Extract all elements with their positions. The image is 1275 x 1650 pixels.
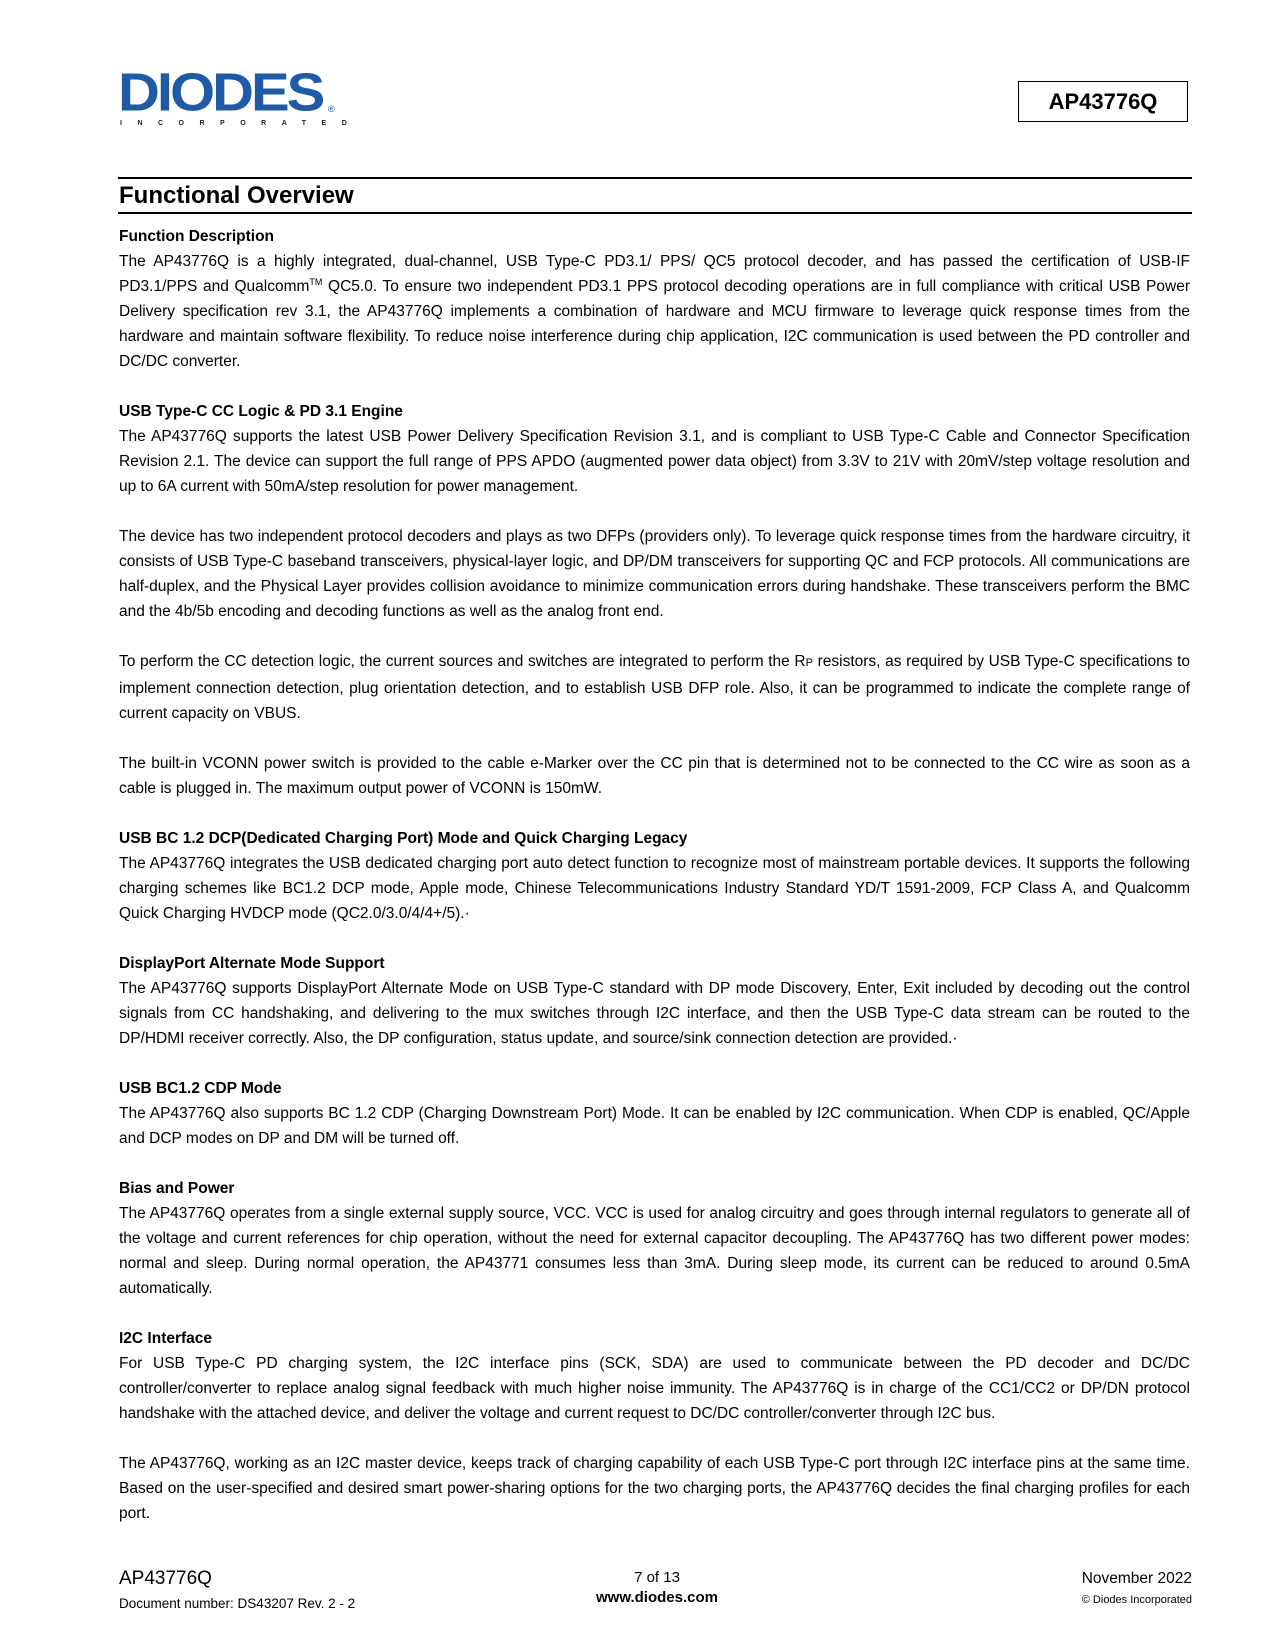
footer-date: November 2022 [1081, 1570, 1192, 1587]
part-number-box: AP43776Q [1018, 81, 1188, 122]
footer-right [1082, 1569, 1192, 1608]
paragraph-function-description: The AP43776Q is a highly integrated, dual-channel, USB Type-C PD3.1/ PPS/ QC5 protocol decoder, and has passed the certification of USB-IF PD3.1/PPS and Qualcomm™ QC5.0. To ensure two independent PD3.1 PPS protocol decoding operations are in full compliance with critical USB Power Delivery specification rev 3.1, the AP43776Q implements a combination of hardware and MCU firmware to leverage quick response times from the hardware and maintain software flexibility. To reduce noise interference during chip application, I2C communication is used between the PD controller and DC/DC converter. [119, 253, 1190, 370]
footer-center [537, 1569, 777, 1609]
logo-wordmark: DIODES [118, 62, 323, 123]
paragraph-i2c-2: The AP43776Q, working as an I2C master device, keeps track of charging capability of each USB Type-C port through I2C interface pins at the same time. Based on the user-specified and desired smart power-sharing options for the two charging ports, the AP43776Q decides the final charging profiles for each port. [119, 1455, 1190, 1522]
heading-cdp: USB BC1.2 CDP Mode [119, 1080, 282, 1097]
heading-cc-logic: USB Type-C CC Logic & PD 3.1 Engine [119, 403, 403, 420]
heading-function-description: Function Description [119, 228, 274, 245]
title-rule-bottom [118, 212, 1192, 214]
heading-bc12-dcp: USB BC 1.2 DCP(Dedicated Charging Port) Mode and Quick Charging Legacy [119, 830, 688, 847]
paragraph-displayport: The AP43776Q supports DisplayPort Alternate Mode on USB Type-C standard with DP mode Discovery, Enter, Exit included by decoding out the control signals from CC handshaking, and delivering to the mux switches through I2C interface, and then the USB Type-C data stream can be routed to the DP/HDMI receiver correctly. Also, the DP configuration, status update, and source/sink connection detection are provided.· [119, 980, 1190, 1047]
paragraph-cc-logic-4: The built-in VCONN power switch is provided to the cable e-Marker over the CC pin that is determined not to be connected to the CC wire as soon as a cable is plugged in. The maximum output power of VCONN is 150mW. [119, 755, 1190, 797]
trademark-mark: TM [309, 277, 323, 287]
paragraph-cc-logic-3: To perform the CC detection logic, the current sources and switches are integrated to perform the RP resistors, as required by USB Type-C specifications to implement connection detection, plug orientation detection, and to establish USB DFP role. Also, it can be programmed to indicate the complete range of current capacity on VBUS. [119, 653, 1190, 722]
footer-part-number: AP43776Q [119, 1568, 212, 1589]
footer-left [119, 1569, 355, 1614]
footer-copyright: © Diodes Incorporated [1081, 1594, 1192, 1606]
paragraph-cdp: The AP43776Q also supports BC 1.2 CDP (Charging Downstream Port) Mode. It can be enabled by I2C communication. When CDP is enabled, QC/Apple and DCP modes on DP and DM will be turned off. [119, 1105, 1190, 1147]
document-body [119, 224, 1190, 1551]
diodes-logo [118, 62, 363, 130]
heading-displayport: DisplayPort Alternate Mode Support [119, 955, 385, 972]
footer-website-link[interactable]: www.diodes.com [596, 1589, 718, 1606]
section-title: Functional Overview [119, 182, 354, 209]
footer-document-number: Document number: DS43207 Rev. 2 - 2 [119, 1596, 356, 1611]
logo-subtext: INCORPORATED [120, 120, 363, 127]
footer-page-number: 7 of 13 [634, 1569, 680, 1586]
paragraph-bias-power: The AP43776Q operates from a single external supply source, VCC. VCC is used for analog circuitry and goes through internal regulators to generate all of the voltage and current references for chip operation, without the need for external capacitor decoupling. The AP43776Q has two different power modes: normal and sleep. During normal operation, the AP43771 consumes less than 3mA. During sleep mode, its current can be reduced to around 0.5mA automatically. [119, 1205, 1190, 1297]
paragraph-bc12-dcp: The AP43776Q integrates the USB dedicated charging port auto detect function to recognize most of mainstream portable devices. It supports the following charging schemes like BC1.2 DCP mode, Apple mode, Chinese Telecommunications Industry Standard YD/T 1591-2009, FCP Class A, and Qualcomm Quick Charging HVDCP mode (QC2.0/3.0/4/4+/5).· [119, 855, 1190, 922]
heading-bias-power: Bias and Power [119, 1180, 235, 1197]
logo-registered-mark: ® [328, 104, 335, 114]
paragraph-cc-logic-1: The AP43776Q supports the latest USB Power Delivery Specification Revision 3.1, and is compliant to USB Type-C Cable and Connector Specification Revision 2.1. The device can support the full range of PPS APDO (augmented power data object) from 3.3V to 21V with 20mV/step voltage resolution and up to 6A current with 50mA/step resolution for power management. [119, 428, 1190, 495]
paragraph-i2c-1: For USB Type-C PD charging system, the I2C interface pins (SCK, SDA) are used to communicate between the PD decoder and DC/DC controller/converter to replace analog signal feedback with much higher noise immunity. The AP43776Q is in charge of the CC1/CC2 or DP/DN protocol handshake with the attached device, and deliver the voltage and current request to DC/DC controller/converter through I2C bus. [119, 1355, 1190, 1422]
title-rule-top [118, 177, 1192, 179]
paragraph-cc-logic-2: The device has two independent protocol decoders and plays as two DFPs (providers only). To leverage quick response times from the hardware circuitry, it consists of USB Type-C baseband transceivers, physical-layer logic, and DP/DM transceivers for supporting QC and FCP protocols. All communications are half-duplex, and the Physical Layer provides collision avoidance to minimize communication errors during handshake. These transceivers perform the BMC and the 4b/5b encoding and decoding functions as well as the analog front end. [119, 528, 1190, 620]
heading-i2c: I2C Interface [119, 1330, 213, 1347]
